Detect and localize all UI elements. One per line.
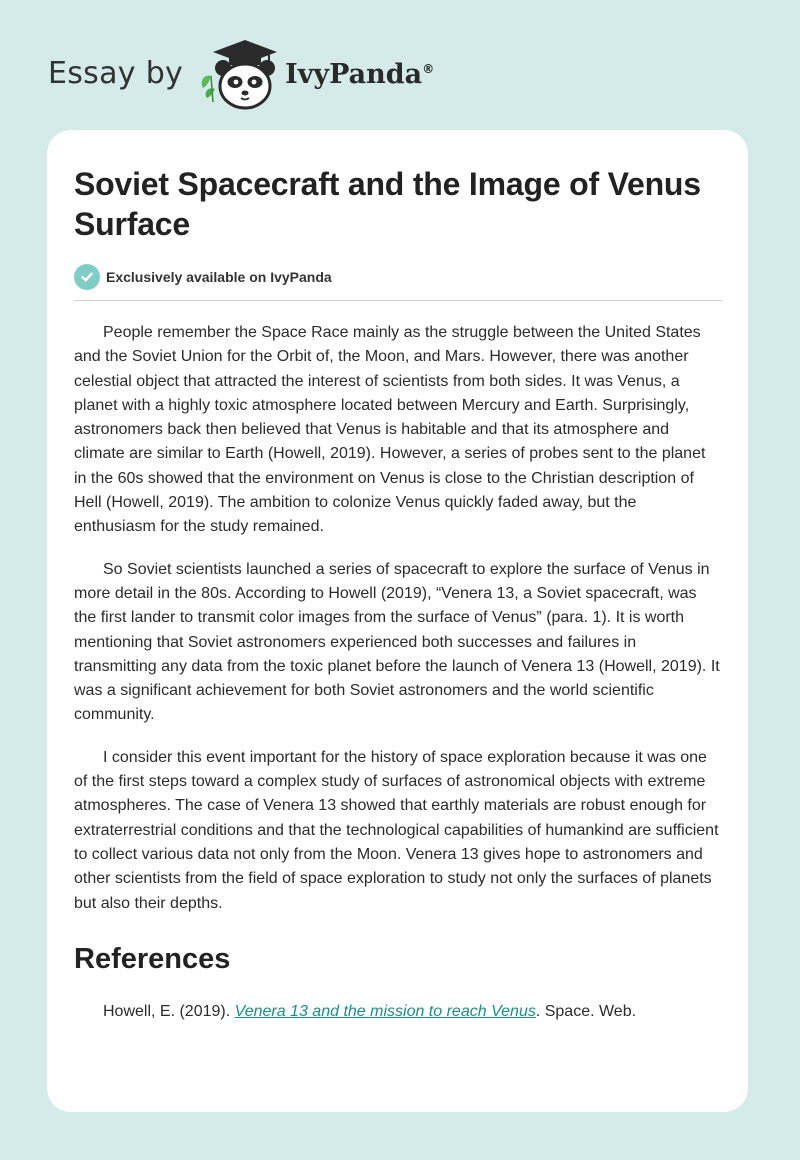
page-title: Soviet Spacecraft and the Image of Venus Surface	[74, 166, 701, 242]
exclusive-label: Exclusively available on IvyPanda	[106, 269, 332, 285]
references-heading: References	[74, 942, 231, 975]
essay-card	[47, 130, 748, 1112]
panda-graduate-icon[interactable]	[197, 36, 281, 112]
reference-link[interactable]: Venera 13 and the mission to reach Venus	[234, 1002, 536, 1020]
brand-prefix: Essay by	[48, 56, 184, 91]
divider	[74, 300, 722, 301]
brand-header	[48, 34, 434, 114]
reference-author: Howell, E. (2019).	[103, 1002, 235, 1020]
paragraph: I consider this event important for the history of space exploration because it was one of the first steps toward a complex study of surfaces of astronomical objects with extreme atmospheres. The case of Venera 13 showed that earthly materials are robust enough for extraterrestrial conditions and that the technological capabilities of humankind are sufficient to collect various data not only from the Moon. Venera 13 gives hope to astronomers and other scientists from the field of space exploration to study not only the surfaces of planets but also their depths.	[74, 748, 719, 912]
registered-mark: ®	[422, 61, 435, 76]
paragraph: People remember the Space Race mainly as the struggle between the United States and the Soviet Union for the Orbit of, the Moon, and Mars. However, there was another celestial object that attracted the interest of scientists from both sides. It was Venus, a planet with a highly toxic atmosphere located between Mercury and Earth. Surprisingly, astronomers back then believed that Venus is habitable and that its atmosphere and climate are similar to Earth (Howell, 2019). However, a series of probes sent to the planet in the 60s showed that the environment on Venus is close to the Christian description of Hell (Howell, 2019). The ambition to colonize Venus quickly faded away, but the enthusiasm for the study remained.	[74, 324, 706, 536]
reference-source: . Space. Web.	[535, 1002, 637, 1020]
reference-entry	[74, 1000, 722, 1024]
exclusive-badge	[74, 264, 722, 290]
paragraph: So Soviet scientists launched a series of spacecraft to explore the surface of Venus in more detail in the 80s. According to Howell (2019), “Venera 13, a Soviet spacecraft, was the first lander to transmit color images from the surface of Venus” (para. 1). It is worth mentioning that Soviet astronomers experienced both successes and failures in transmitting any data from the toxic planet before the launch of Venera 13 (Howell, 2019). It was a significant achievement for both Soviet astronomers and the world scientific community.	[74, 560, 720, 724]
brand-name[interactable]: IvyPanda®	[285, 58, 435, 90]
checkmark-icon	[74, 264, 100, 290]
essay-body	[74, 321, 722, 916]
